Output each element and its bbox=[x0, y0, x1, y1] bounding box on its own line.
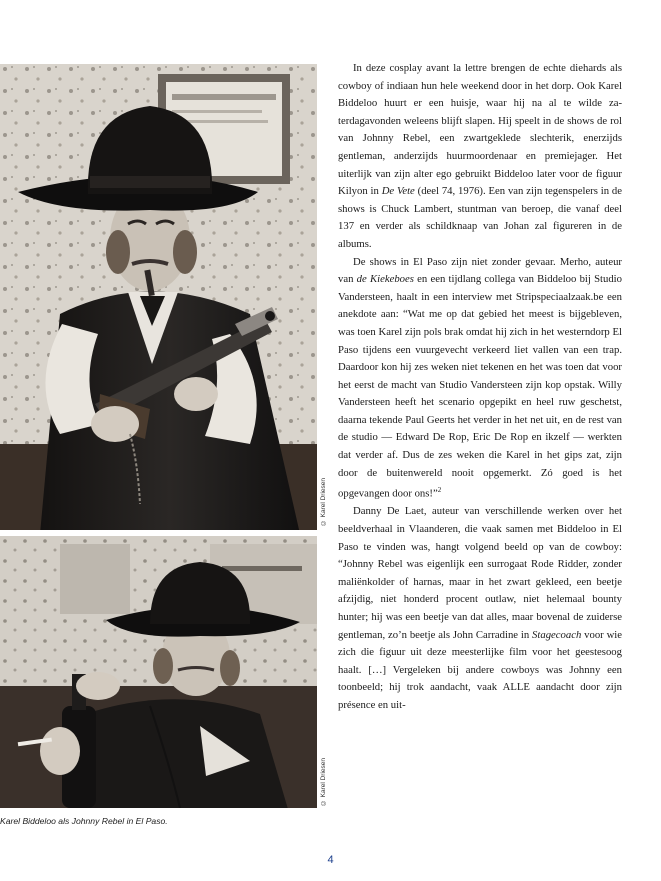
page-number: 4 bbox=[327, 854, 334, 866]
photo-cowboy-rifle bbox=[0, 64, 317, 530]
photo-credit-bottom: © Karel Driesen bbox=[320, 758, 327, 807]
photo-cowboy-bottle-image bbox=[0, 536, 317, 808]
title-stagecoach: Stagecoach bbox=[532, 628, 582, 641]
footnote-marker: 2 bbox=[437, 486, 442, 495]
photo-caption: Karel Biddeloo als Johnny Rebel in El Paso. bbox=[0, 816, 168, 826]
article-paragraph-1: In deze cosplay avant la lettre brengen de echte diehards als cowboy of indiaan hun hele weekend door in het dorp. Ook Karel Biddeloo huurt er een huisje, waar hij na al te wilde zaterdagavonden weleens blijft slapen. Hij speelt in de shows de rol van Johnny Rebel, een zwartgeklede slechterik, enerzijds gentleman, anderzijds huurmoordenaar en premiejager. Het uiterlijk van zijn alter ego gebruikt Biddeloo later voor de figuur Kilyon in De Vete (deel 74, 1976). Een van zijn tegenspelers in de shows is Chuck Lambert, stuntman van beroep, die vanaf deel 137 en verder als schildknaap van Johan zal figureren in de albums. bbox=[338, 62, 622, 250]
photo-cowboy-bottle bbox=[0, 536, 317, 808]
title-de-vete: De Vete bbox=[381, 185, 415, 198]
photo-credit-top: © Karel Driesen bbox=[320, 478, 327, 527]
article-paragraph-2: De shows in El Paso zijn niet zonder gevaar. Merho, auteur van de Kiekeboes en een tijdlang collega van Biddeloo bij Studio Vandersteen, haalt in een interview met Stripspeciaalzaak.be een anekdote aan: “Wat me op dat gebied het meest is bijgebleven, was toen Karel zijn pols brak omdat hij zich in het westerndorp El Paso tijdens een vuurgevecht verkeerd liet vallen van een trap. Daardoor kon hij zes weken niet tekenen en het was toen dat voor het eerst de macht van Studio Vandersteen zijn kop opstak. Willy Vandersteen heeft het scenario opgepikt en heel ruw geschetst, daarna tekende Paul Geerts het verder in het net uit, en de rest van de studio — Edward De Rop, Eric De Rop en ikzelf — werkten dat verder af. Dus de zes weken die Karel in het gips zat, zijn door de buitenwereld nooit opgemerkt. Zó goed is het opgevangen door ons!”$^2$ bbox=[338, 255, 623, 500]
article-column bbox=[338, 60, 622, 715]
photo-cowboy-rifle-image bbox=[0, 64, 317, 530]
article-paragraph-3: Danny De Laet, auteur van verschillende werken over het beeldverhaal in Vlaanderen, die vaak samen met Biddeloo in El Paso te vinden was, hangt volgend beeld op van de cowboy: “Johnny Rebel was eigenlijk een surrogaat Rode Ridder, zonder maliënkolder of harnas, maar in het zwart gekleed, een beetje afzijdig, niet honderd procent outlaw, niet helemaal bounty hunter; hij was een beetje van dat alles, maar bovenal de zuiderse gentleman, zo’n beetje als John Carradine in Stagecoach voor wie zich die figuur uit deze meesterlijke film voor het geestesoog haalt. […] Vergeleken bij andere cowboys was Johnny een toonbeeld; hij trok aandacht, vaak ALLE aandacht door zijn présence en uit- bbox=[338, 505, 623, 711]
title-de-kiekeboes: de Kiekeboes bbox=[356, 273, 414, 286]
